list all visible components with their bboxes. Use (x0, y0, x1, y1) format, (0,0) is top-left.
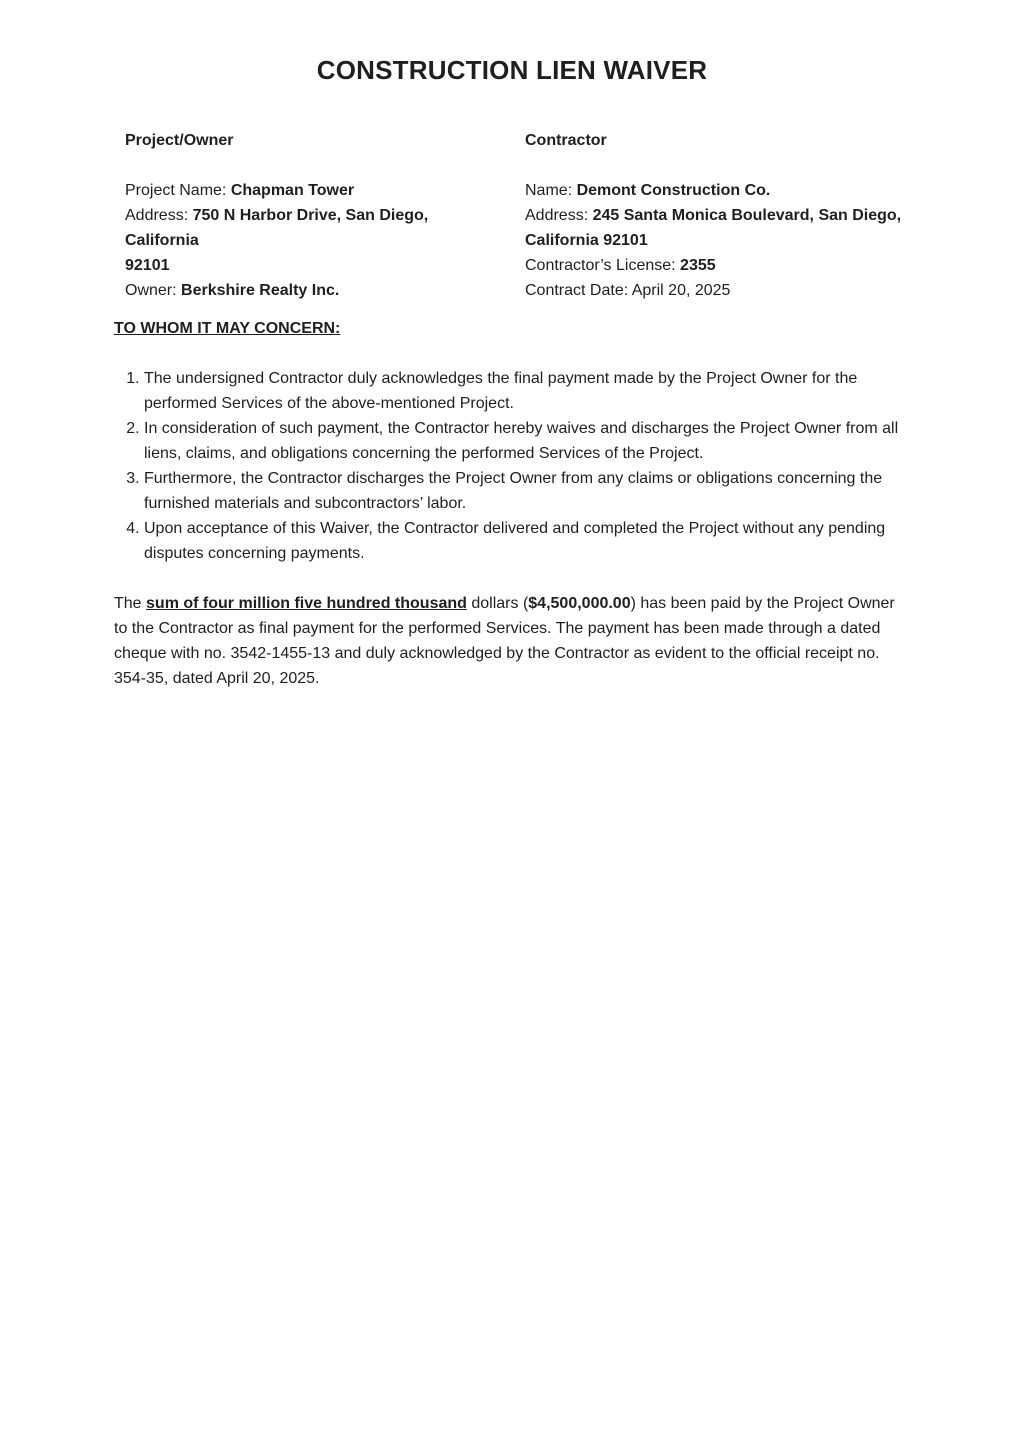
payment-amount-figure: $4,500,000.00 (528, 595, 631, 612)
contract-date-value: April 20, 2025 (631, 282, 731, 299)
contractor-address-line (525, 203, 905, 228)
project-address-value-2: 92101 (125, 257, 170, 274)
contractor-name-value: Demont Construction Co. (576, 182, 771, 199)
owner-label: Owner: (125, 282, 177, 299)
payment-mid: dollars ( (471, 595, 529, 612)
project-address-label: Address: (125, 207, 189, 224)
contractor-license-label: Contractor’s License: (525, 257, 676, 274)
salutation: TO WHOM IT MAY CONCERN: (114, 320, 341, 337)
project-address-value-1: 750 N Harbor Drive, San Diego, California (125, 207, 429, 249)
contractor-address-label: Address: (525, 207, 589, 224)
contractor-section (525, 128, 905, 303)
contractor-name-label: Name: (525, 182, 573, 199)
payment-amount-words: sum of four million five hundred thousand (146, 595, 467, 612)
clause-item: 2. In consideration of such payment, the Contractor hereby waives and discharges the Project Owner from all liens, claims, and obligations concerning the performed Services of the Project. (144, 416, 904, 466)
project-address-line (125, 203, 497, 253)
contractor-license-line (525, 253, 905, 278)
contractor-license-value: 2355 (680, 257, 716, 274)
waiver-clauses-list (114, 366, 904, 566)
project-owner-section (125, 128, 497, 303)
project-owner-heading: Project/Owner (125, 132, 234, 149)
contractor-heading: Contractor (525, 132, 607, 149)
project-name-line (125, 178, 497, 203)
clause-item: 1. The undersigned Contractor duly acknowledges the final payment made by the Project Owner for the performed Services of the above-mentioned Project. (144, 366, 904, 416)
contract-date-label: Contract Date: (525, 282, 629, 299)
clause-item: 4. Upon acceptance of this Waiver, the Contractor delivered and completed the Project without any pending disputes concerning payments. (144, 516, 904, 566)
document-title: CONSTRUCTION LIEN WAIVER (316, 55, 708, 85)
contractor-address-value-1: 245 Santa Monica Boulevard, San Diego, (592, 207, 902, 224)
payment-rest: ) has been paid by the Project Owner to the Contractor as final payment for the performed Services. The payment has been made through a dated cheque with no. 3542-1455-13 and duly acknowledged by the Contractor as evident to the official receipt no. 354-35, dated April 20, 2025. (114, 595, 895, 687)
owner-value: Berkshire Realty Inc. (181, 282, 340, 299)
payment-lead: The (114, 595, 142, 612)
project-name-value: Chapman Tower (230, 182, 355, 199)
contract-date-line (525, 278, 905, 303)
payment-paragraph (114, 591, 910, 691)
owner-line (125, 278, 497, 303)
contractor-address-value-2: California 92101 (525, 232, 648, 249)
project-name-label: Project Name: (125, 182, 227, 199)
clause-item: 3. Furthermore, the Contractor discharges the Project Owner from any claims or obligations concerning the furnished materials and subcontractors’ labor. (144, 466, 904, 516)
contractor-name-line (525, 178, 905, 203)
